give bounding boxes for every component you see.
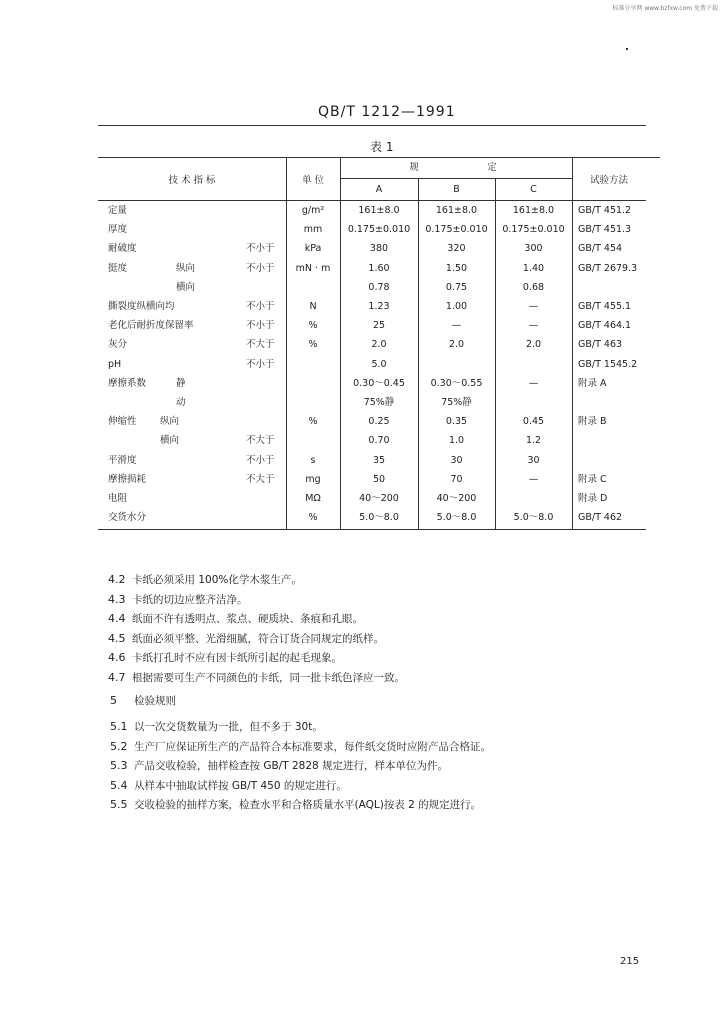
row-unit: % xyxy=(308,339,318,351)
head-unit: 单 位 xyxy=(301,175,325,186)
row-c: — xyxy=(528,301,539,312)
row-b: 161±8.0 xyxy=(435,205,478,216)
row-c: 1.40 xyxy=(522,262,545,274)
row-name: 电阻 xyxy=(108,493,128,504)
row-unit: mm xyxy=(303,224,323,236)
row-a: 0.78 xyxy=(368,281,390,293)
row-unit: N xyxy=(309,301,317,312)
row-c: 0.175±0.010 xyxy=(502,224,565,236)
row-a: 1.23 xyxy=(368,301,390,312)
clause-4-item xyxy=(108,611,363,626)
row-name: 挺度 xyxy=(108,262,128,274)
row-method: GB/T 464.1 xyxy=(578,320,632,332)
table-top-rule xyxy=(98,157,660,158)
clause-4-item-number: 4.2 xyxy=(108,573,126,586)
row-method: GB/T 1545.2 xyxy=(578,358,638,370)
clause-5-item-number: 5.4 xyxy=(110,778,128,792)
row-b: — xyxy=(451,320,462,332)
clause-5-item-text: 产品交收检验，抽样检查按 GB/T 2828 规定进行，样本单位为件。 xyxy=(134,760,449,773)
row-name: 交货水分 xyxy=(108,512,147,524)
row-b: 0.75 xyxy=(445,281,468,293)
row-unit: s xyxy=(310,454,316,466)
row-a: 0.25 xyxy=(368,416,390,428)
row-name: pH xyxy=(108,358,122,370)
section-5-heading-text: 检验规则 xyxy=(134,695,176,707)
clause-5-item-text: 从样本中抽取试样按 GB/T 450 的规定进行。 xyxy=(134,779,347,792)
row-b: 75%静 xyxy=(441,397,472,408)
row-name: 老化后耐折度保留率 xyxy=(108,320,194,332)
row-sub: 横向 xyxy=(160,435,180,447)
row-method: GB/T 2679.3 xyxy=(578,262,638,274)
page-number: 215 xyxy=(620,956,640,967)
row-name: 撕裂度纵横向均 xyxy=(108,301,175,312)
head-spec-right: 定 xyxy=(487,162,497,173)
row-unit: % xyxy=(308,512,318,524)
row-b: 70 xyxy=(450,473,463,485)
clause-4-item-number: 4.6 xyxy=(108,651,126,664)
row-a: 0.175±0.010 xyxy=(347,224,411,236)
row-name: 灰分 xyxy=(108,339,128,351)
clause-5-item-text: 生产厂应保证所生产的产品符合本标准要求，每件纸交货时应附产品合格证。 xyxy=(134,740,491,753)
head-grade-c: C xyxy=(530,184,537,195)
row-b: 5.0～8.0 xyxy=(436,512,477,524)
row-unit: kPa xyxy=(304,243,322,255)
clause-4-item xyxy=(108,670,405,685)
table-bottom-rule xyxy=(98,529,646,530)
row-b: 1.0 xyxy=(448,435,465,447)
row-c: 5.0～8.0 xyxy=(513,512,554,524)
row-b: 40～200 xyxy=(436,493,477,504)
row-a: 50 xyxy=(372,473,386,485)
row-method: GB/T 454 xyxy=(578,243,623,255)
row-name: 摩擦系数 xyxy=(108,377,147,389)
row-c: 0.68 xyxy=(522,281,545,293)
table-title: 表 1 xyxy=(370,140,394,154)
clause-5-item-number: 5.2 xyxy=(110,739,128,753)
row-unit: MΩ xyxy=(305,493,321,504)
row-unit: mN · m xyxy=(295,262,331,274)
row-sub: 纵向 xyxy=(176,262,196,274)
clause-4-item xyxy=(108,631,384,646)
watermark: 标准分享网 www.bzfxw.com 免费下载 xyxy=(612,5,718,12)
clause-5-item-number: 5.1 xyxy=(110,720,128,733)
row-limit: 不小于 xyxy=(246,320,275,332)
row-b: 1.00 xyxy=(445,301,468,312)
row-c: — xyxy=(528,320,539,332)
standard-code: QB/T 1212—1991 xyxy=(318,104,456,120)
row-b: 0.35 xyxy=(445,416,468,428)
clause-5-item xyxy=(110,758,448,773)
table-head-rule xyxy=(98,200,646,201)
clause-4-item-number: 4.5 xyxy=(108,631,126,645)
row-c: — xyxy=(528,377,539,389)
clause-5-item xyxy=(110,719,323,734)
row-name: 厚度 xyxy=(108,224,128,236)
section-5-heading-number: 5 xyxy=(110,694,117,707)
row-a: 1.60 xyxy=(368,262,390,274)
table-spec-rule xyxy=(340,178,572,179)
head-grade-a: A xyxy=(375,184,383,195)
clause-4-item-text: 卡纸打孔时不应有因卡纸所引起的起毛现象。 xyxy=(132,652,342,664)
row-limit: 不小于 xyxy=(246,243,275,255)
row-name: 耐破度 xyxy=(108,243,137,255)
row-method: 附录 D xyxy=(578,493,608,504)
clause-5-item-text: 以一次交货数量为一批，但不多于 30t。 xyxy=(134,721,323,733)
row-c: — xyxy=(528,473,539,485)
clause-4-item xyxy=(108,572,302,587)
row-limit: 不小于 xyxy=(246,358,275,370)
head-grade-b: B xyxy=(453,184,460,195)
row-c: 300 xyxy=(524,243,543,255)
row-method: GB/T 451.3 xyxy=(578,224,632,236)
row-method: 附录 C xyxy=(578,473,607,485)
row-b: 0.30～0.55 xyxy=(430,377,483,389)
head-indicator: 技 术 指 标 xyxy=(168,175,216,186)
row-sub: 纵向 xyxy=(160,416,180,428)
clause-5-item-text: 交收检验的抽样方案，检查水平和合格质量水平(AQL)按表 2 的规定进行。 xyxy=(134,799,482,812)
row-method: 附录 A xyxy=(578,377,607,389)
row-method: GB/T 451.2 xyxy=(578,205,632,216)
row-name: 伸缩性 xyxy=(108,416,137,428)
row-sub: 动 xyxy=(176,397,186,408)
row-b: 0.175±0.010 xyxy=(425,224,488,236)
row-method: GB/T 455.1 xyxy=(578,301,632,312)
row-sub: 横向 xyxy=(176,281,196,293)
row-c: 30 xyxy=(527,454,540,466)
row-name: 定量 xyxy=(108,205,128,216)
row-name: 摩擦损耗 xyxy=(108,473,147,485)
row-sub: 静 xyxy=(176,377,186,389)
row-c: 0.45 xyxy=(522,416,545,428)
row-method: GB/T 462 xyxy=(578,512,623,524)
head-method: 试验方法 xyxy=(589,175,628,186)
row-a: 0.30～0.45 xyxy=(353,377,405,389)
row-limit: 不大于 xyxy=(246,435,275,447)
row-limit: 不大于 xyxy=(246,473,275,485)
row-unit: mg xyxy=(305,473,321,485)
row-c: 1.2 xyxy=(525,435,542,447)
clause-4-item-text: 纸面必须平整、光滑细腻，符合订货合同规定的纸样。 xyxy=(132,632,384,645)
clause-4-item-text: 纸面不许有透明点、浆点、硬质块、条痕和孔眼。 xyxy=(132,613,363,625)
row-a: 5.0 xyxy=(371,358,387,370)
row-name: 平滑度 xyxy=(108,454,137,466)
row-a: 161±8.0 xyxy=(358,205,400,216)
row-b: 2.0 xyxy=(448,339,465,351)
row-a: 35 xyxy=(372,454,386,466)
row-limit: 不小于 xyxy=(246,301,275,312)
row-unit: % xyxy=(308,320,318,332)
clause-5-item-number: 5.5 xyxy=(110,798,128,812)
head-spec-left: 规 xyxy=(409,162,419,173)
row-b: 320 xyxy=(447,243,466,255)
row-c: 2.0 xyxy=(525,339,542,351)
row-a: 380 xyxy=(369,243,389,255)
row-a: 5.0～8.0 xyxy=(359,512,399,524)
row-limit: 不大于 xyxy=(246,339,275,351)
clause-4-item-number: 4.7 xyxy=(108,670,126,684)
clause-4-item-number: 4.3 xyxy=(108,592,126,606)
row-method: GB/T 463 xyxy=(578,339,623,351)
clause-5-item-number: 5.3 xyxy=(110,759,128,773)
row-a: 25 xyxy=(372,320,386,332)
clause-5-item xyxy=(110,739,491,754)
clause-4-item xyxy=(108,592,248,607)
clause-4-item-number: 4.4 xyxy=(108,612,126,625)
row-b: 30 xyxy=(450,454,463,466)
row-limit: 不小于 xyxy=(246,262,275,274)
clause-5-item xyxy=(110,778,347,793)
row-a: 0.70 xyxy=(368,435,390,447)
section-5-heading xyxy=(110,693,176,708)
row-a: 75%静 xyxy=(363,397,395,408)
row-method: 附录 B xyxy=(578,416,607,428)
row-unit: g/m² xyxy=(301,205,325,216)
clause-4-item-text: 根据需要可生产不同颜色的卡纸，同一批卡纸色泽应一致。 xyxy=(132,671,405,684)
table-col-rule-method xyxy=(572,157,573,529)
clause-4-item-text: 卡纸必须采用 100%化学木浆生产。 xyxy=(132,574,302,586)
row-a: 2.0 xyxy=(371,339,387,351)
clause-4-item xyxy=(108,650,342,665)
row-limit: 不小于 xyxy=(246,454,275,466)
clause-5-item xyxy=(110,797,481,812)
row-unit: % xyxy=(308,416,318,428)
row-a: 40～200 xyxy=(359,493,399,504)
row-c: 161±8.0 xyxy=(512,205,555,216)
row-b: 1.50 xyxy=(445,262,468,274)
clause-4-item-text: 卡纸的切边应整齐洁净。 xyxy=(132,593,248,606)
